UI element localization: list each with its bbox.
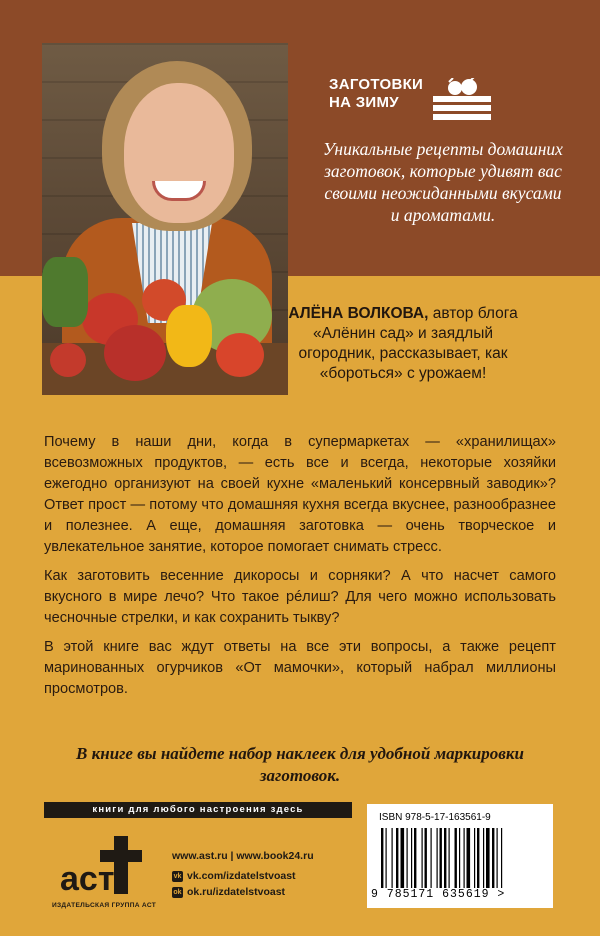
description-paragraph: Почему в наши дни, когда в супермаркетах — «хранилищах» всевозможных продуктов, — есть все и всегда, некоторые хозяйки ежегодно организуют на своей кухне «маленький консервный заводик»? Ответ прост — потому что домашняя кухня всегда вкуснее, разнообразнее и полезнее. А еще, домашняя заготовка — очень творческое и увлекательное занятие, которое помогает снимать стресс.: [44, 434, 556, 555]
author-description: автор блога «Алёнин сад» и заядлый огородник, рассказывает, как «бороться» с урожаем!: [298, 305, 518, 382]
author-name: АЛЁНА ВОЛКОВА,: [288, 305, 429, 322]
publisher-caption: ИЗДАТЕЛЬСКАЯ ГРУППА АСТ: [51, 902, 157, 909]
ast-logo-text: аст: [60, 860, 115, 898]
description-paragraph: В этой книге вас ждут ответы на все эти вопросы, а также рецепт маринованных огурчиков «От мамочки», который набрал миллионы просмотров.: [44, 639, 556, 697]
ast-logo-icon: [56, 832, 156, 900]
vk-link-text: vk.com/izdatelstvoast: [187, 870, 296, 882]
author-intro: [283, 304, 523, 384]
ok-link[interactable]: [172, 886, 285, 898]
book-tagline: Уникальные рецепты домашних заготовок, которые удивят вас своими неожиданными вкусами и ароматами.: [323, 139, 563, 225]
isbn-barcode-box: [367, 804, 553, 908]
barcode-number: 9 785171 635619 >: [371, 888, 506, 901]
book-description: [44, 432, 556, 708]
author-photo: [42, 43, 288, 395]
series-logo: [329, 62, 497, 118]
series-logo-text: [329, 76, 423, 112]
bell-pepper: [166, 305, 212, 367]
series-logo-line2: НА ЗИМУ: [329, 94, 399, 111]
tomato: [216, 333, 264, 377]
vk-icon: vk: [173, 872, 182, 880]
ok-link-text: ok.ru/izdatelstvoast: [187, 886, 286, 898]
barcode-icon: [379, 828, 539, 888]
tomato: [104, 325, 166, 381]
tomato: [50, 343, 86, 377]
description-paragraph: Как заготовить весенние дикоросы и сорняки? А что насчет самого вкусного в мире лечо? Что такое рéлиш? Для чего можно использовать чесночные стрелки, и как сохранить тыкву?: [44, 568, 556, 626]
stickers-note: В книге вы найдете набор наклеек для удобной маркировки заготовок.: [76, 744, 524, 785]
vk-link[interactable]: [172, 870, 296, 882]
isbn-label: ISBN 978-5-17-163561-9: [379, 812, 491, 823]
crate-with-vegetables-icon: [429, 78, 493, 120]
series-logo-line1: ЗАГОТОВКИ: [329, 76, 424, 93]
author-face: [124, 83, 234, 223]
publisher-slogan: книги для любого настроения здесь: [44, 802, 352, 818]
ok-icon: ok: [173, 888, 182, 896]
greens: [42, 257, 88, 327]
publisher-websites[interactable]: www.ast.ru | www.book24.ru: [172, 850, 314, 862]
